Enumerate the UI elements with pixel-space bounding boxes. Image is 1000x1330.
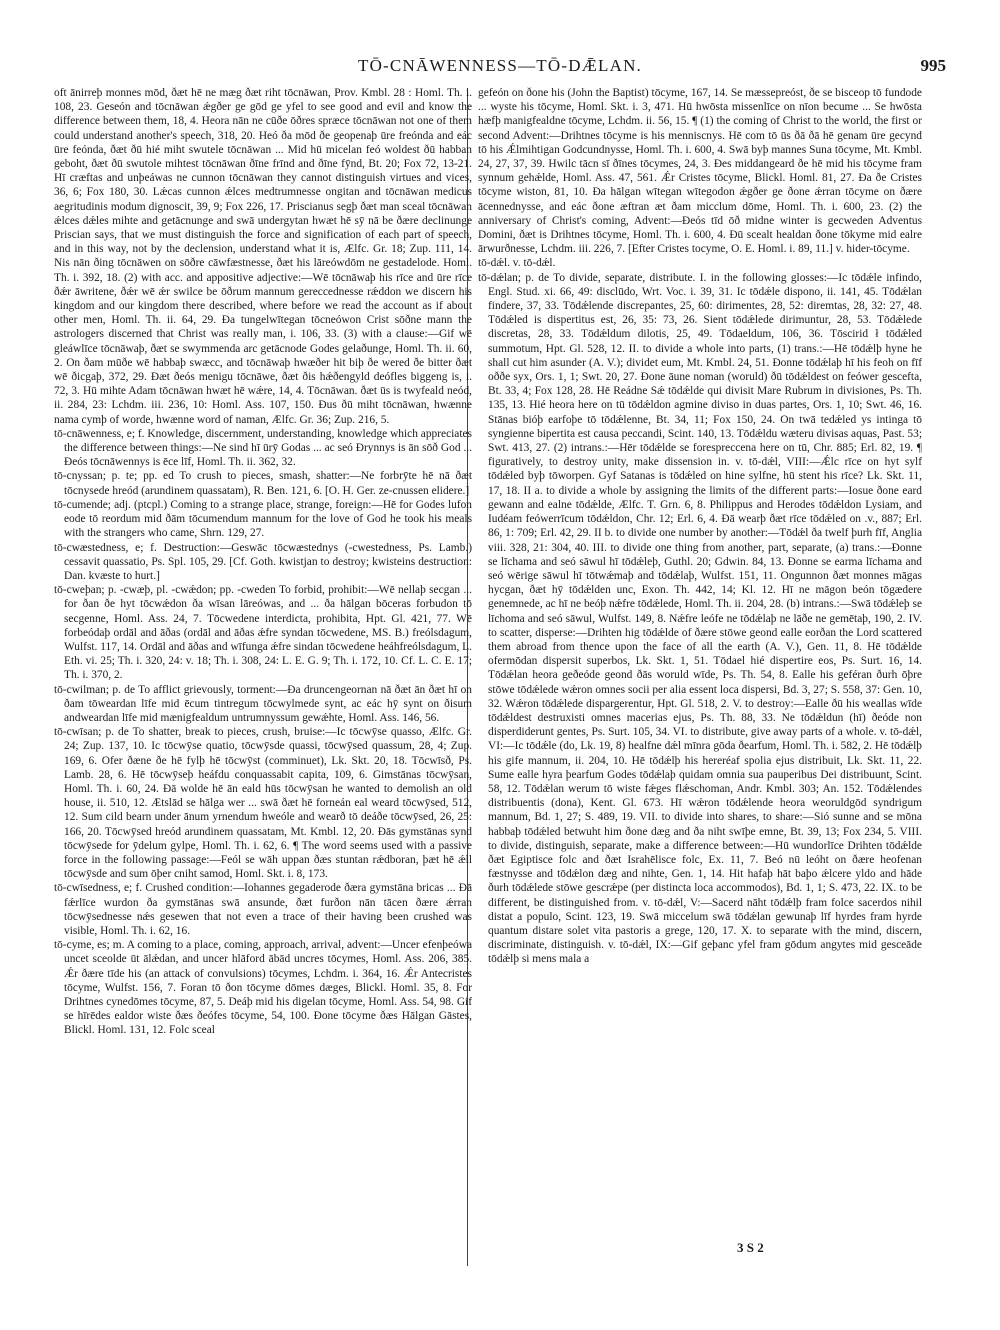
- entry-to-cnawenness: tō-cnāwenness, e; f. Knowledge, discernment, understanding, knowledge which appreciates the difference between things:—Ne sind hī ūrȳ Godas ... ac seó Ðrynnys is ān sōð God ... Ðeós tōcnāwennys is ēce līf, Homl. Th. ii. 362, 32.: [54, 427, 472, 469]
- entry-to-cwaestedness: tō-cwæstedness, e; f. Destruction:—Geswāc tōcwæstednys (-cwestedness, Ps. Lamb.) cessavit quassatio, Ps. Spl. 105, 29. [Cf. Goth. kwistjan to destroy; kwisteins destruction: Dan. kvæste to hurt.]: [54, 541, 472, 582]
- entry-to-cnyssan: tō-cnyssan; p. te; pp. ed To crush to pieces, smash, shatter:—Ne forbrȳte hē nā ðæt tōcnysede hreód (arundinem quassatam), R. Ben. 121, 6. [O. H. Ger. ze-cnussen elidere.]: [54, 470, 472, 497]
- entry-continuation-to-cyme: gefeón on ðone his (John the Baptist) tōcyme, 167, 14. Se mæssepreóst, ðe se bisceop tō fundode ... wyste his tōcyme, Homl. Skt. i. 3, 471. Hū hwōsta missenlīce on nīon becume ... Se hwōsta hæfþ manigfealdne tōcyme, Lchdm. ii. 56, 15. ¶ (1) the coming of Christ to the world, the first or second Advent:—Drihtnes tōcyme is his menniscnys. Hē com tō ūs ðā ðā hē genam ūre gecynd tō his Ǽlmihtigan Godcundnysse, Homl. Th. i. 600, 4. Swā byþ mannes Suna tōcyme, Mt. Kmbl. 24, 27, 37, 39. Hwilc tācn sī ðīnes tōcymes, 24, 3. Ðes middangeard ðe hē mid his tōcyme fram synnum gehǽlde, Homl. Ass. 47, 561. Ǽr Cristes tōcyme, Blickl. Homl. 81, 27. Ða ðe Cristes tōcyme wiston, 81, 10. Ða hālgan wītegan wītegodon ǽgðer ge ðone ǽrran tōcyme on ðære ācennednysse, and eác ðone æftran æt ðam micclum dōme, Homl. Th. i. 600, 23. (2) the anniversary of Christ's coming, Advent:—Ðeós tīd ōð midne winter is gecweden Adventus Domini, ðæt is Drihtnes tōcyme, Homl. Th. i. 600, 4. Ðū scealt healdan ðone tōkyme mid ealre ārwurðnesse, Lchdm. iii. 226, 7. [Efter Cristes tocyme, O. E. Homl. i. 89, 11.] v. hider-tōcyme.: [478, 87, 922, 256]
- entry-to-daelan: tō-dǽlan; p. de To divide, separate, distribute. I. in the following glosses:—Ic tōdǽle infindo, Engl. Stud. xi. 66, 49: disclūdo, Wrt. Voc. i. 39, 31. Ic tōdǽle dispono, ii. 141, 45. Tōdǽlan findere, 37, 33. Tōdǽlende discrepantes, 25, 60: dirimentes, 28, 52: diremtas, 28, 32: 27, 48. Tōdǽled is dispertitus est, 26, 35: 73, 26. Sient tōdǽlede dirimuntur, 28, 53. Tōdǽlede discretas, 28, 33. Tōdǽldum dilotis, 25, 49. Tōdaeldum, 106, 36. Tōscirid ł tōdǽled summotum, Hpt. Gl. 528, 12. II. to divide a whole into parts, (1) trans.:—Hē tōdǽlþ hyne he shall cut him asunder (A. V.); dividet eum, Mt. Kmbl. 24, 51. Ðonne tōdǽlaþ hī his feoh on fīf oððe syx, Ors. 1, 1; Swt. 20, 27. Ðone āune noman (woruld) ðū tōdǽldest on feówer gescefta, Bt. 33, 4; Fox 128, 28. Hē Reádne Sǽ tōdǽlde qui divisit Mare Rubrum in divisiones, Ps. Th. 135, 13. Hié heora here on tū tōdǽldon agmine diviso in duas partes, Ors. 1, 10; Swt. 46, 16. Stānas bióþ earfoþe tō tōdǽlenne, Bt. 34, 11; Fox 150, 24. On twā tedǽled ys intinga tō syngienne bipertita est causa peccandi, Scint. 140, 13. Tōdǽldu wæteru divisas aquas, Past. 53; Swt. 413, 27. (2) intrans.:—Hēr tōdǽlde se forespreccena here on tū, Chr. 885; Erl. 82, 19. ¶ figuratively, to destroy unity, make dissension in. v. tō-dǽl, VIII:—Ǽlc rīce on hyt sylf tōdǽled byþ tōworpen. Gyf Satanas is tōdǽled on hine sylfne, hū stent his rīce? Lk. Skt. 11, 17, 18. II a. to divide a whole by assigning the limits of the different parts:—Iosue ðone eard gewann and ealne tōdǽlde, Ælfc. T. Grn. 6, 8. Philippus and Herodes tōdǽldon Lysiam, and Iudéam feówerrīcum tōdǽldon, Chr. 12; Erl. 6, 4. Ðā wearþ ðæt rīce tōdǽled on .v., 887; Erl. 86, 1: 709; Erl. 42, 29. II b. to divide one number by another:—Tōdǽl ða twelf þurh fīf, Anglia viii. 328, 21: 304, 40. III. to divide one thing from another, part, separate, (a) trans.:—Ðonne se līchama and seó sāwul hī tōdǽleþ, Guthl. 20; Gdwin. 84, 13. Ðonne se earma līchama and seó wērige sāwul hī tōtwǽmaþ and tōdǽlaþ, Wulfst. 151, 11. Ongunnon ðæt monnes māgas hycgan, ðæt hȳ tōdǽlden unc, Exon. Th. 442, 14; Kl. 12. Hī ne māgon beón tōgædere genemnede, ac hī ne beóþ nǽfre tōdǽlede, Homl. Th. ii. 204, 28. (b) intrans.:—Swā tōdǽleþ se līchoma and seó sāwul, Wulfst. 149, 8. Nǽfre leófe ne tōdǽlaþ ne lāðe ne gemētaþ, 190, 2. IV. to scatter, disperse:—Drihten hig tōdǽlde of ðære stōwe geond ealle eorðan the Lord scattered them abroad from thence upon the face of all the earth (A. V.), Gen. 11, 8. Hē tōdǽlde ofermōdan dispersit superbos, Lk. Skt. 1, 51. Tōdael hié dispertire eos, Ps. Surt. 16, 14. Tōdǽlan heora geðeóde geond ðās woruld wīde, Ps. Th. 54, 8. Ealle his geféran ðurh ōþre stōwe tōdǽlede wǽron omnes socii per alia essent loca dispersi, Bd. 3, 27; S. 558, 37: Gen. 10, 32. Wǽron tōdǽlede dispargerentur, Hpt. Gl. 518, 2. V. to destroy:—Ealle ðū his weallas wīde tōdǽldest destruxisti omnes macerias ejus, Ps. Th. 88, 33. Ne tōdǽldun (hī) ðeóde non disperdiderunt gentes, Ps. Surt. 105, 34. VI. to distribute, give away parts of a whole. v. tō-dǽl, VI:—Ic tōdǽle (do, Lk. 19, 8) healfne dǽl mīnra gōda ðearfum, Homl. Th. i. 582, 2. Hē tōdǽlþ his gife mannum, ii. 204, 10. Hē tōdǽlþ his hereréaf spolia ejus distribuit, Lk. Skt. 11, 22. Sume ealle hyra þearfum Godes tōdǽlaþ quidam omnia sua pauperibus Dei distribuunt, Scint. 58, 12. Tōdǽlan werum tō wiste fǽges flǽschoman, Andr. Kmbl. 303; An. 152. Tōdǽlendes distribuentis (dona), Kent. Gl. 673. Hī wǽron tōdǽlende heora weoruldgōd syndrigum mannum, Bd. 1, 27; S. 489, 19. VII. to divide into shares, to share:—Sió sunne and se mōna habbaþ tōdǽled betwuht him ðone dæg and ða niht swīþe emne, Bt. 39, 13; Fox 234, 5. VIII. to divide, distinguish, separate, make a difference between:—Hū wundorlīce Drihten tōdǽlde ðæt Egiptisce folc and ðæt Israhēlisce folc, Ex. 11, 7. Beó nū leóht on ðære heofenan fæstnysse and tōdǽlon dæg and nihte, Gen. 1, 14. Hit hafaþ hāt baþo ǽlcere yldo and hāde ðurh tōdǽlede stōwe gescrǽpe (per distincta loca accommodos), Bd. 1, 1; S. 473, 22. IX. to be different, be distinguished from. v. tō-dǽl, V:—Sacerd nāht tōdǽlþ fram folce sacerdos nihil distat a populo, Scint. 123, 19. Swā miccelum swā tōdǽlan gewunaþ līf hyrdes fram hyrde quantum distare solet vita pastoris a grege, 120, 17. X. to separate with the mind, discern, discriminate, distinguish. v. tō-dǽl, IX:—Gif geþanc yfel fram gōdum angytes mid gesceāde tōdǽlþ si mens mala a: [478, 271, 922, 966]
- page-number: 995: [920, 56, 946, 75]
- entry-continuation-tocnawan: oft ānirreþ monnes mōd, ðæt hē ne mæg ðæt riht tōcnāwan, Prov. Kmbl. 28 : Homl. Th. i. 108, 23. Geseón and tōcnāwan ǽgðer ge gōd ge yfel to see good and evil and know the difference between them, 18, 4. Heora nān ne cūðe ōðres spræce tōcnāwan not one of them could understand another's speech, 318, 20. Heó ða mōd ðe geopenaþ ūre freónda and eác ūre feónda, ðæt ðū hié miht swutele tōcnāwan ... Mid hū micelan feó woldest ðū habban geboht, ðæt ðū swutole mihtest tōcnāwan ðīne frīnd and ðīne fȳnd, Bt. 20; Fox 72, 13-21. Hī cræftas and unþeáwas ne cunnon tōcnāwan they cannot distinguish virtues and vices, 36, 6; Fox 180, 30. Lǽcas cunnon ǽlces medtrumnesse ongitan and tōcnāwan medicus aegritudinis modum dignoscit, 39, 9; Fox 226, 17. Priscianus segþ ðæt man sceal tōcnāwan ǽlces dǽles mihte and getācnunge and swā undergytan hwæt hē sȳ nā be ðære declinunge Priscian says, that we must distinguish the force and signification of each part of speech, and in this way, not by the declension, understand what it is, Ælfc. Gr. 18; Zup. 111, 14. Nis nān ðing tōcnāwen on sōðre cāwfæstnesse, ðæt his lāreówdōm ne gestadelode. Homl. Th. i. 392, 18. (2) with acc. and appositive adjective:—Wē tōcnāwaþ his rīce and ūre rīce ðǽr āwritene, ðǽr wē ǽr swilce be ōðrum mannum gereccednesse rǽddon we discern his kingdom and our kingdom there described, where before we read the account as if about other men, Homl. Th. ii. 64, 29. Ða tungelwītegan tōcneówon Crist sōðne mann the astrologers discerned that Christ was really man, i. 106, 33. (3) with a clause:—Gif wē gleáwlīce tōcnāwaþ, ðæt se swymmenda arc getācnode Godes gelaðunge, Homl. Th. ii. 60, 2. On ðam mūðe wē habbaþ swæcc, and tōcnāwaþ hwæðer hit biþ ðe wered ðe bitter ðæt wē ðicgaþ, 372, 29. Ðæt ðeós menigu tōcnāwe, ðæt ðis hǽðengyld deófles biggeng is, i. 72, 3. Hū mihte Adam tōcnāwan hwæt hē wǽre, 14, 4. Tōcnāwan. ðæt ūs is twyfeald neód, ii. 284, 23: Lchdm. iii. 236, 10: Homl. Ass. 107, 150. Ðus ðū miht tōcnāwan, hwænne nama cymþ of worde, hwænne word of naman, Ælfc. Gr. 36; Zup. 216, 5.: [54, 87, 472, 426]
- entry-to-cwilman: tō-cwilman; p. de To afflict grievously, torment:—Ða druncengeornan nā ðæt ān ðæt hī on ðam tōweardan līfe mid ēcum tintregum tōcwylmede synt, ac eác hȳ synt on ðisum andweardan līfe mid mænigfealdum untrumnyssum gewǽhte, Homl. Ass. 146, 56.: [54, 683, 472, 724]
- right-column: [478, 86, 922, 1274]
- entry-to-dael: tō-dǽl. v. tō-dǽl.: [478, 257, 556, 270]
- entry-to-cwisan: tō-cwīsan; p. de To shatter, break to pieces, crush, bruise:—Ic tōcwȳse quasso, Ælfc. Gr. 24; Zup. 137, 10. Ic tōcwȳse quatio, tōcwȳsde quassi, tōcwȳsed quassum, 28, 4; Zup. 169, 6. Ofer ðæne ðe hē fylþ hē tōcwȳst (comminuet), Lk. Skt. 20, 18. Tōcwīsð, Ps. Lamb. 28, 6. Hē tōcwȳseþ heáfdu conquassabit capita, 109, 6. Gimstānas tōcwȳsan, Homl. Th. i. 60, 24. Ðā wolde hē ān eald hūs tōcwȳsan he wanted to demolish an old house, ii. 510, 12. Ætslād se hālga wer ... swā ðæt hē forneán eal weard tōcwȳsed, 512, 12. Sum cild bearn under ānum yrnendum hweóle and wearð tō deáðe tōcwȳsed, 26, 25: 166, 20. Tōcwȳsed hreód arundinem quassatam, Mt. Kmbl. 12, 20. Ðās gymstānas synd tōcwȳsede for ȳdelum gylpe, Homl. Th. i. 62, 6. ¶ The word seems used with a passive force in the following passage:—Feól se wāh uppan ðæs stuntan rǽdboran, þæt hē ǽll tōcwȳsde and sum ōþer cniht samod, Homl. Skt. i. 8, 173.: [54, 726, 472, 881]
- entry-to-cyme: tō-cyme, es; m. A coming to a place, coming, approach, arrival, advent:—Uncer efenþeówa uncet sceolde ūt ālǽdan, and uncer hlāford ābād uncres tōcymes, Homl. Ass. 206, 385. Ǽr ðære tīde his (an attack of convulsions) tōcymes, Lchdm. i. 364, 16. Ǽr Antecristes tōcyme, Wulfst. 156, 7. Foran tō ðon tōcyme dōmes dæges, Blickl. Homl. 35, 8. For Drihtnes cynedōmes tōcyme, 87, 5. Deáþ mid his digelan tōcyme, Homl. Ass. 54, 98. Gif se hīrēdes ealdor wiste ðæs ðeófes tōcyme, 54, 100. Ðone tōcyme ðæs Hālgan Gāstes, Blickl. Homl. 131, 12. Folc sceal: [54, 939, 472, 1037]
- entry-to-cwisedness: tō-cwīsedness, e; f. Crushed condition:—Iohannes gegaderode ðæra gymstāna bricas ... Ðā fǽrlīce wurdon ða gymstānas swā ansunde, ðæt furðon nān tācen ðære ǽrran tōcwȳsednesse nǽs gesewen that not even a trace of their having been crushed was visible, Homl. Th. i. 62, 16.: [54, 882, 472, 937]
- left-column: [54, 86, 472, 1274]
- running-title: TŌ-CNĀWENNESS—TŌ-DǢLAN.: [358, 56, 642, 75]
- signature-mark: 3 S 2: [737, 1240, 764, 1255]
- running-header: [54, 56, 946, 80]
- entry-to-cumende: tō-cumende; adj. (ptcpl.) Coming to a strange place, strange, foreign:—Hē for Godes lufon eode tō reordum mid ðām tōcumendum mannum for the love of God he took his meals with the strangers who came, Shrn. 129, 27.: [54, 498, 472, 540]
- entry-to-cwethan: tō-cweþan; p. -cwæþ, pl. -cwǽdon; pp. -cweden To forbid, prohibit:—Wē nellaþ secgan ... for ðan ðe hyt tōcwǽdon ða wīsan lāreówas, and ... ða hālgan bōceras forbudon tō secgenne, Homl. Ass. 24, 7. Tōcwedene interdicta, prohibita, Hpt. Gl. 421, 77. Wē forbeódaþ ordāl and āðas (ordāl and āðas ǽfre syndan tōcwedene, MS. B.) freólsdagum, Wulfst. 117, 14. Ordāl and āðas and wīfunga ǽfre sindan tōcwedene heáhfreólsdagum, L. Eth. vi. 25; Th. i. 320, 24: v. 18; Th. i. 308, 24: L. E. G. 9; Th. i. 172, 10. Cf. L. C. E. 17; Th. i. 370, 2.: [54, 584, 472, 682]
